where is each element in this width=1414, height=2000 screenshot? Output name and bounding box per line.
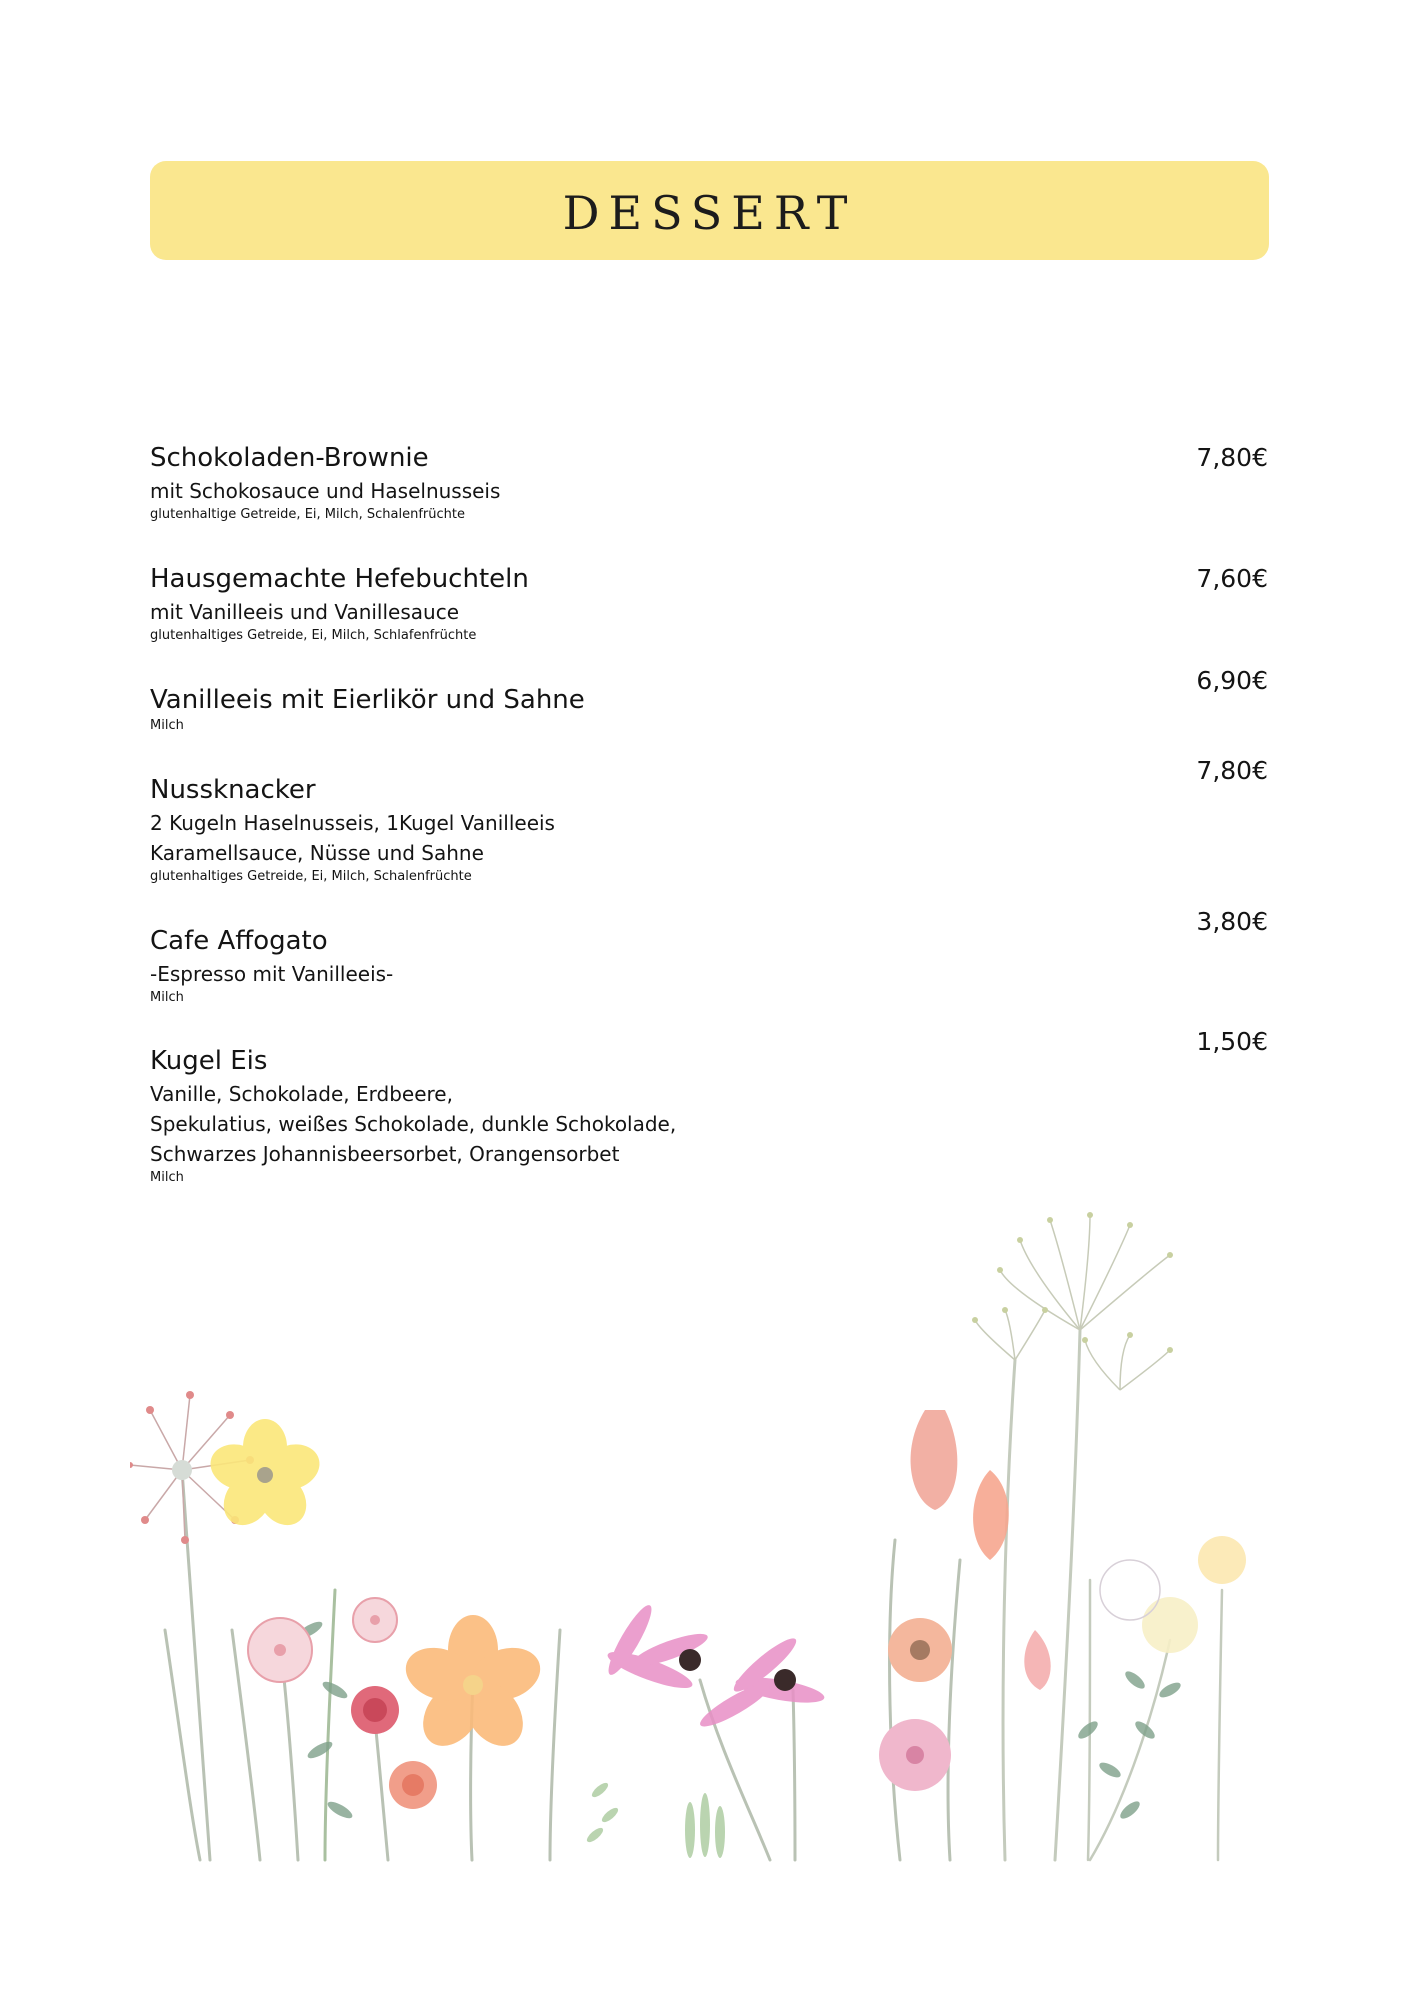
item-description: Karamellsauce, Nüsse und Sahne: [150, 841, 484, 865]
item-description: -Espresso mit Vanilleeis-: [150, 962, 394, 986]
item-allergens: Milch: [150, 1170, 184, 1185]
item-price: 7,60€: [1196, 564, 1268, 593]
item-allergens: glutenhaltiges Getreide, Ei, Milch, Schalenfrüchte: [150, 869, 472, 884]
page-title: DESSERT: [562, 185, 857, 240]
menu-item-schokoladen-brownie: [150, 441, 500, 523]
menu-item-cafe-affogato: [150, 924, 393, 1006]
item-price: 3,80€: [1196, 907, 1268, 936]
title-banner: [150, 161, 1269, 260]
menu-item-kugel-eis: [150, 1044, 676, 1186]
item-description: Spekulatius, weißes Schokolade, dunkle Schokolade,: [150, 1112, 677, 1136]
item-description: 2 Kugeln Haselnusseis, 1Kugel Vanilleeis: [150, 811, 555, 835]
item-name: Vanilleeis mit Eierlikör und Sahne: [150, 685, 585, 715]
menu-item-nussknacker: [150, 773, 555, 885]
item-allergens: Milch: [150, 990, 184, 1005]
item-price: 7,80€: [1196, 443, 1268, 472]
menu-item-hefebuchteln: [150, 562, 529, 644]
item-description: Vanille, Schokolade, Erdbeere,: [150, 1082, 453, 1106]
item-description: Schwarzes Johannisbeersorbet, Orangensorbet: [150, 1142, 620, 1166]
item-name: Hausgemachte Hefebuchteln: [150, 564, 529, 594]
item-description: mit Vanilleeis und Vanillesauce: [150, 600, 460, 624]
item-name: Kugel Eis: [150, 1046, 268, 1076]
wildflower-illustration: [130, 1210, 1250, 1870]
item-price: 1,50€: [1196, 1027, 1268, 1056]
menu-item-vanilleeis-eierlikoer: [150, 683, 585, 734]
item-allergens: glutenhaltiges Getreide, Ei, Milch, Schlafenfrüchte: [150, 628, 477, 643]
item-name: Nussknacker: [150, 775, 316, 805]
item-description: mit Schokosauce und Haselnusseis: [150, 479, 501, 503]
item-price: 6,90€: [1196, 666, 1268, 695]
item-price: 7,80€: [1196, 756, 1268, 785]
item-allergens: glutenhaltige Getreide, Ei, Milch, Schalenfrüchte: [150, 507, 465, 522]
item-allergens: Milch: [150, 718, 184, 733]
item-name: Schokoladen-Brownie: [150, 443, 429, 473]
item-name: Cafe Affogato: [150, 926, 328, 956]
